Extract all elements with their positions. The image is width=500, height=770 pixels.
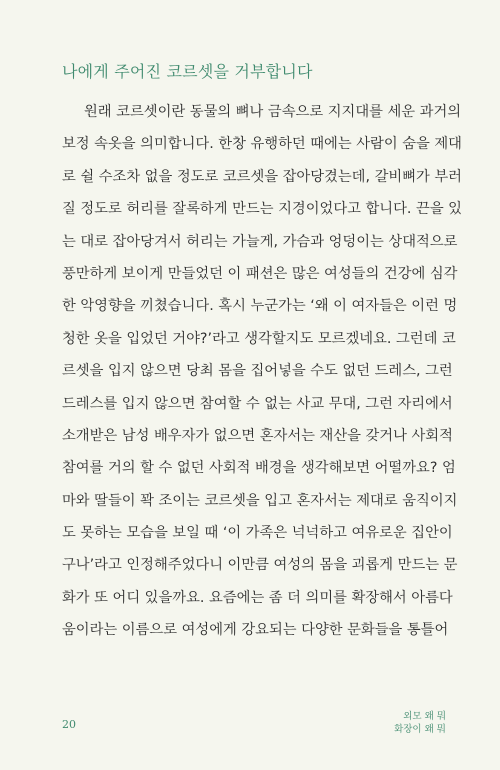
paragraph-line: 참여를 거의 할 수 없던 사회적 배경을 생각해보면 어떨까요? 엄 (62, 460, 456, 477)
paragraph-line: 는 대로 잡아당겨서 허리는 가늘게, 가슴과 엉덩이는 상대적으로 (62, 233, 458, 250)
paragraph-line: 청한 옷을 입었던 거야?’라고 생각할지도 모르겠네요. 그런데 코 (62, 330, 456, 347)
paragraph-line: 소개받은 남성 배우자가 없으면 혼자서는 재산을 갖거나 사회적 (62, 427, 453, 444)
paragraph-line: 르셋을 입지 않으면 당최 몸을 집어넣을 수도 없던 드레스, 그런 (62, 363, 453, 380)
paragraph-line: 로 쉴 수조차 없을 정도로 코르셋을 잡아당겼는데, 갈비뼈가 부러 (62, 168, 462, 185)
paragraph-line: 도 못하는 모습을 보일 때 ‘이 가족은 넉넉하고 여유로운 집안이 (62, 525, 453, 542)
paragraph-line: 드레스를 입지 않으면 참여할 수 없는 사교 무대, 그런 자리에서 (62, 395, 453, 412)
paragraph-line: 풍만하게 보이게 만들었던 이 패션은 많은 여성들의 건강에 심각 (62, 265, 458, 282)
running-head (394, 710, 446, 736)
section-heading: 나에게 주어진 코르셋을 거부합니다 (62, 62, 313, 81)
paragraph-line: 한 악영향을 끼쳤습니다. 혹시 누군가는 ‘왜 이 여자들은 이런 멍 (62, 298, 458, 315)
body-paragraph (62, 96, 462, 647)
paragraph-line: 구나’라고 인정해주었다니 이만큼 여성의 몸을 괴롭게 만드는 문 (62, 557, 458, 574)
page-number: 20 (62, 718, 76, 731)
running-head-line-2: 화장이 왜 뭐 (394, 724, 446, 735)
running-head-line-1: 외모 왜 뭐 (403, 711, 446, 722)
paragraph-line: 움이라는 이름으로 여성에게 강요되는 다양한 문화들을 통틀어 (62, 622, 449, 639)
paragraph-line: 화가 또 어디 있을까요. 요즘에는 좀 더 의미를 확장해서 아름다 (62, 589, 453, 606)
paragraph-line: 보정 속옷을 의미합니다. 한창 유행하던 때에는 사람이 숨을 제대 (62, 136, 462, 153)
paragraph-line: 원래 코르셋이란 동물의 뼈나 금속으로 지지대를 세운 과거의 (84, 104, 462, 120)
paragraph-line: 마와 딸들이 꽉 조이는 코르셋을 입고 혼자서는 제대로 움직이지 (62, 492, 458, 509)
paragraph-line: 질 정도로 허리를 잘록하게 만드는 지경이었다고 합니다. 끈을 있 (62, 201, 462, 218)
